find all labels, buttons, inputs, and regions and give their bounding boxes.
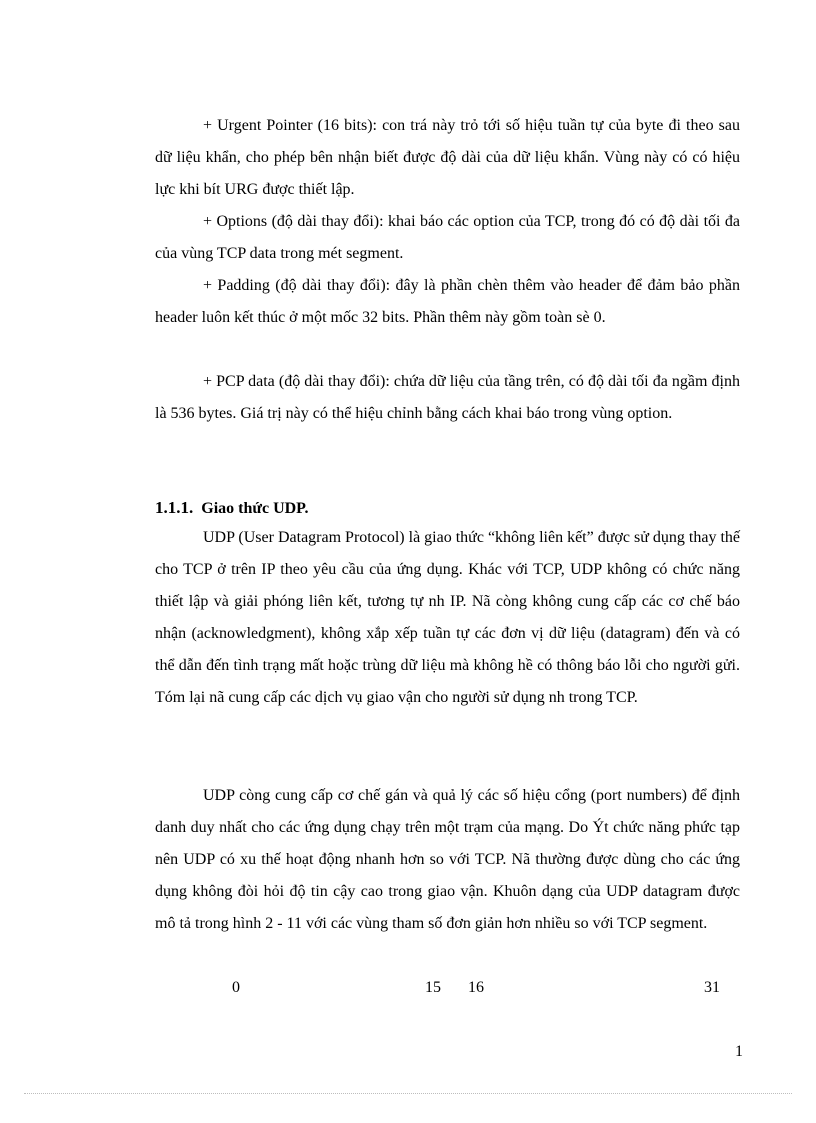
section-heading <box>155 492 308 525</box>
section-title: Giao thức UDP. <box>201 500 309 517</box>
paragraph-pcp-data: + PCP data (độ dài thay đổi): chứa dữ liệu của tầng trên, có độ dài tối đa ngầm định là 536 bytes. Giá trị này có thể hiệu chỉnh bằng cách khai báo trong vùng option. <box>155 373 740 422</box>
paragraph-options: + Options (độ dài thay đổi): khai báo các option của TCP, trong đó có độ dài tối đa của vùng TCP data trong mét segment. <box>155 213 740 262</box>
section-number: 1.1.1. <box>155 498 194 517</box>
paragraph-padding: + Padding (độ dài thay đổi): đây là phần chèn thêm vào header để đảm bảo phần header luôn kết thúc ở một mốc 32 bits. Phần thêm này gồm toàn sè 0. <box>155 277 740 326</box>
bit-label-16: 16 <box>468 979 484 996</box>
paragraph-urgent-pointer: + Urgent Pointer (16 bits): con trá này trỏ tới số hiệu tuần tự của byte đi theo sau dữ liệu khẩn, cho phép bên nhận biết được độ dài của dữ liệu khẩn. Vùng này có có hiệu lực khi bít URG được thiết lập. <box>155 117 740 198</box>
bit-label-0: 0 <box>232 979 240 996</box>
bit-label-31: 31 <box>704 979 720 996</box>
page-bottom-divider <box>24 1093 792 1094</box>
page-number: 1 <box>735 1043 743 1060</box>
paragraph-udp-intro: UDP (User Datagram Protocol) là giao thức “không liên kết” được sử dụng thay thế cho TCP ở trên IP theo yêu cầu của ứng dụng. Khác với TCP, UDP không có chức năng thiết lập và giải phóng liên kết, tương tự nh IP. Nã còng không cung cấp các cơ chế báo nhận (acknowledgment), không xắp xếp tuần tự các đơn vị dữ liệu (datagram) đến và có thể dẫn đến tình trạng mất hoặc trùng dữ liệu mà không hề có thông báo lỗi cho người gửi. Tóm lại nã cung cấp các dịch vụ giao vận cho người sử dụng nh trong TCP. <box>155 529 740 706</box>
paragraph-udp-ports: UDP còng cung cấp cơ chế gán và quả lý các số hiệu cổng (port numbers) để định danh duy nhất cho các ứng dụng chạy trên một trạm của mạng. Do Ýt chức năng phức tạp nên UDP có xu thế hoạt động nhanh hơn so với TCP. Nã thường được dùng cho các ứng dụng không đòi hỏi độ tin cậy cao trong giao vận. Khuôn dạng của UDP datagram được mô tả trong hình 2 - 11 với các vùng tham số đơn giản hơn nhiều so với TCP segment. <box>155 787 740 932</box>
bit-label-15: 15 <box>425 979 441 996</box>
